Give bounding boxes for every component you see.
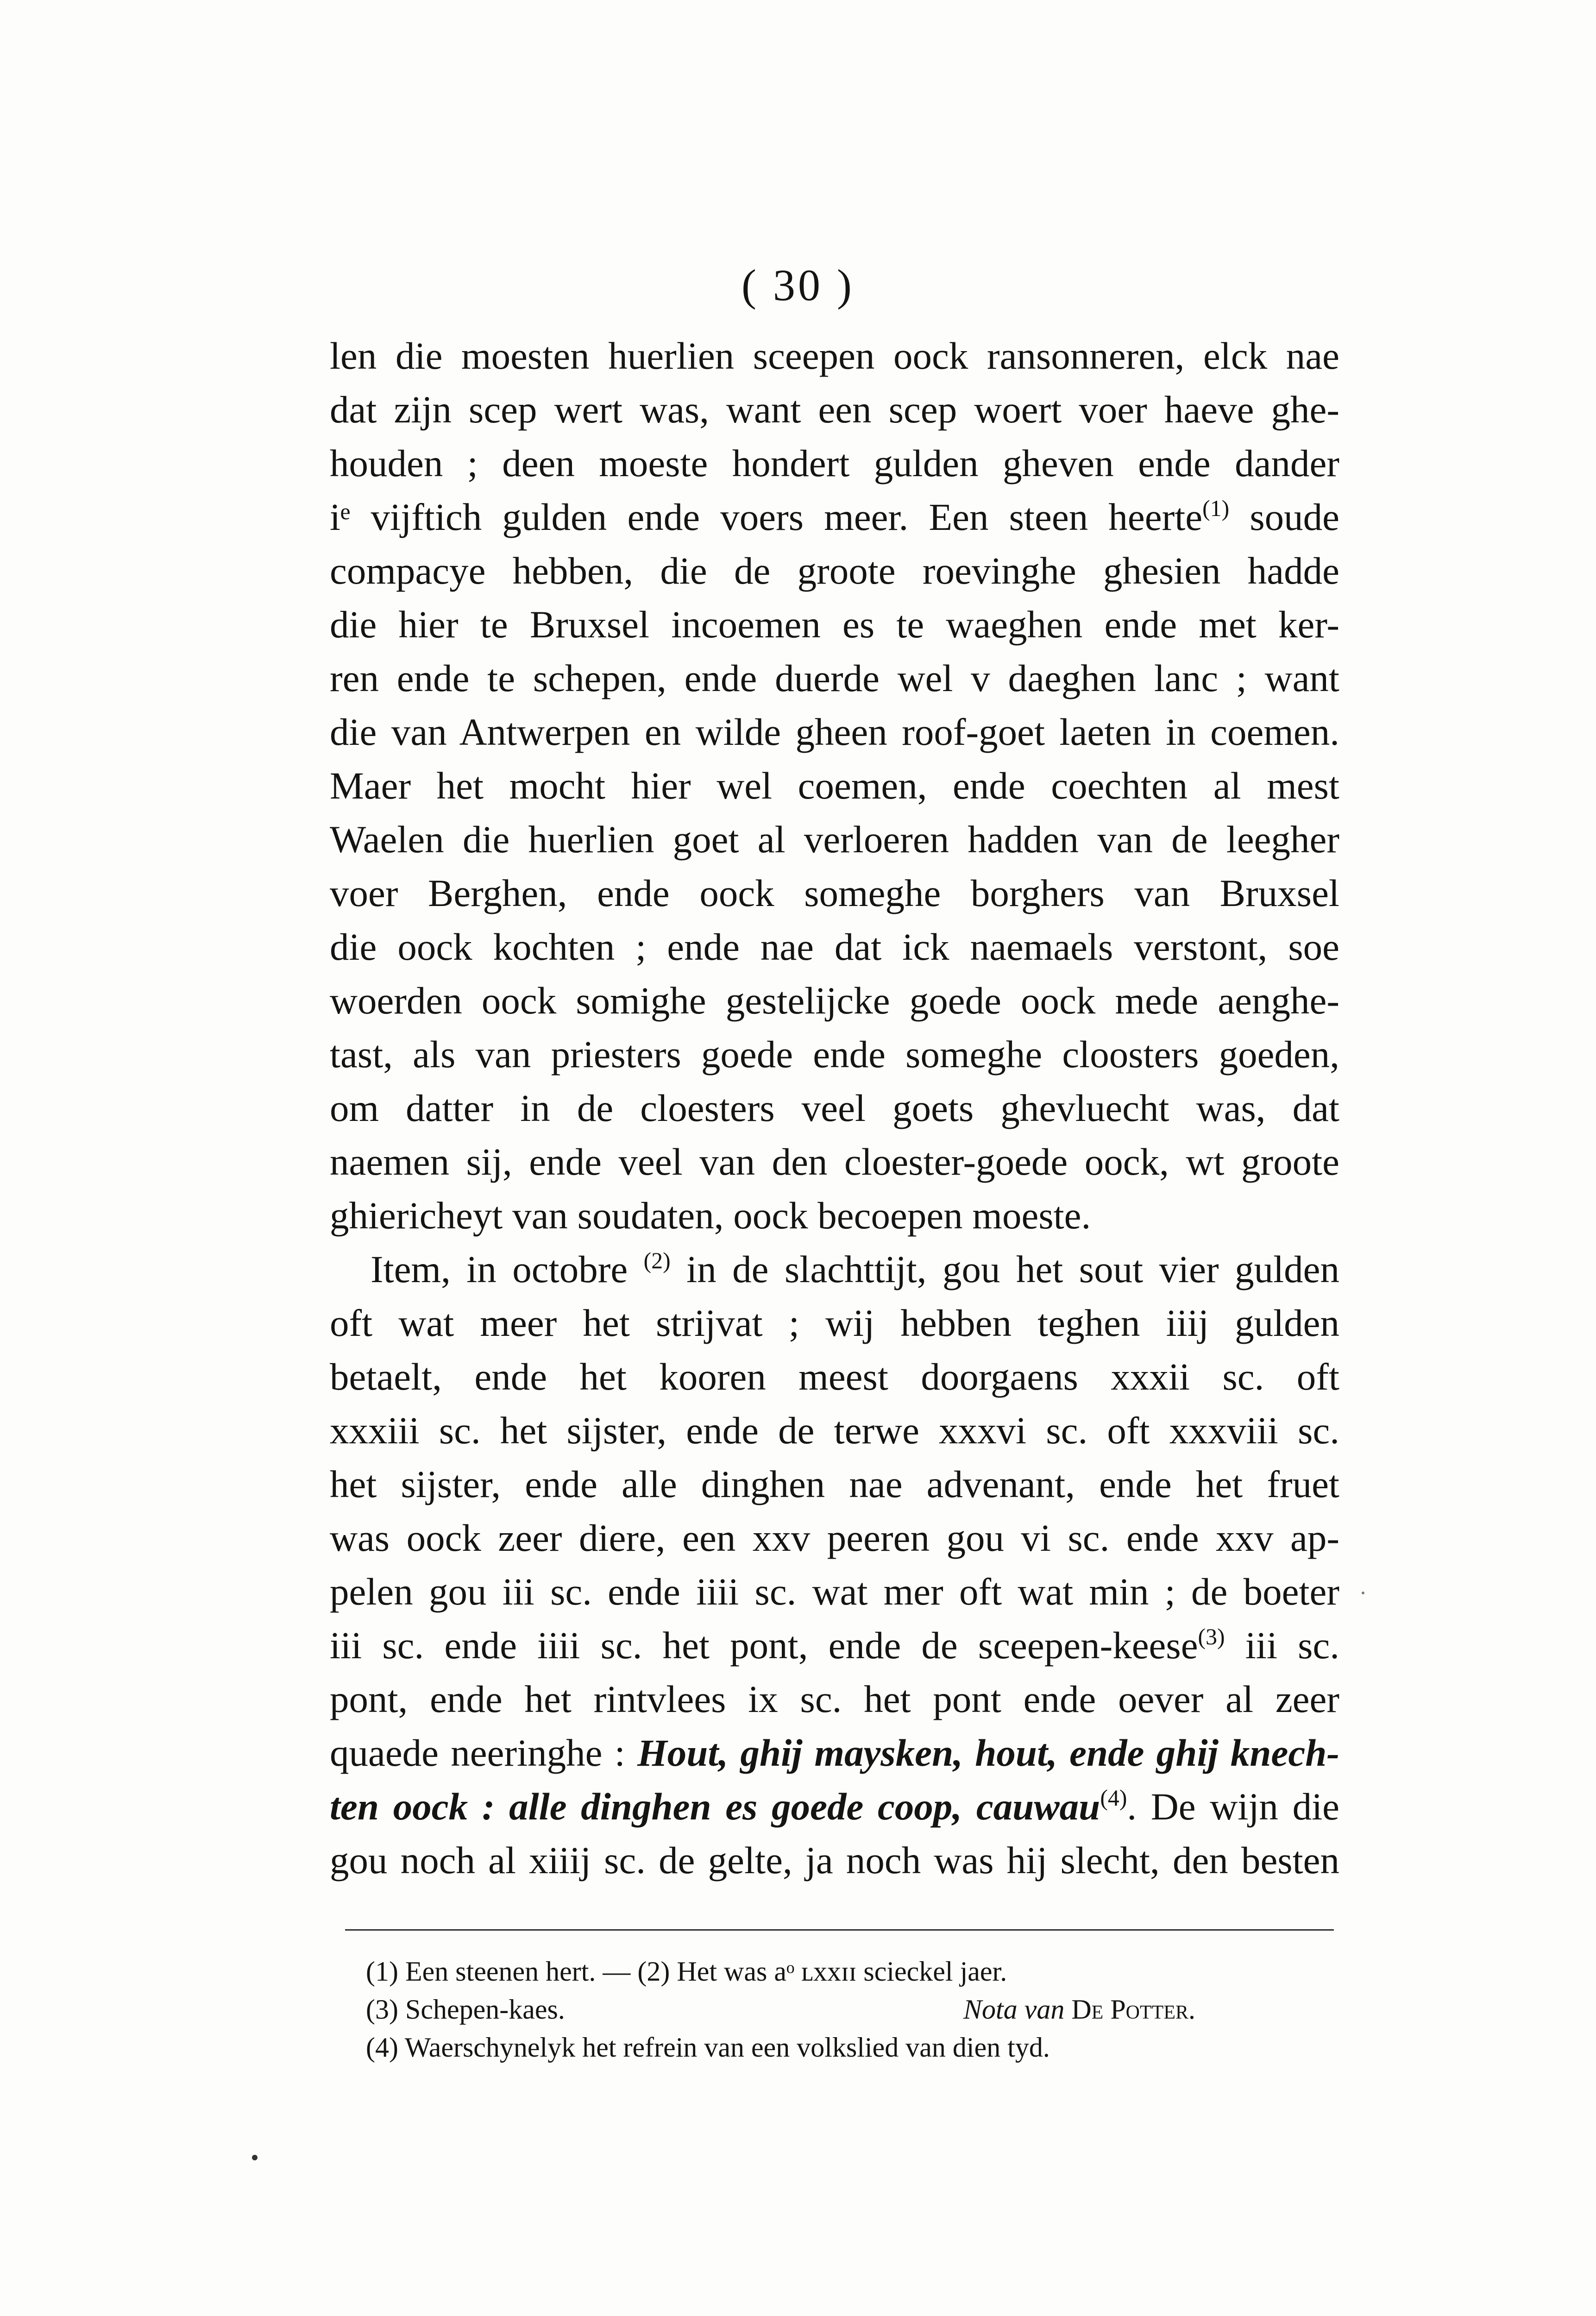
text-line: Waelen die huerlien goet al verloeren hadden van de leegher: [330, 818, 1339, 861]
text-line: xxxiii sc. het sijster, ende de terwe xxxvi sc. oft xxxviii sc.: [330, 1409, 1339, 1452]
footnote-ref-4: (4): [1100, 1785, 1127, 1811]
footnote: (1) Een steenen hert. — (2) Het was aᵒ ʟxxɪɪ scieckel jaer.: [366, 1956, 1007, 1987]
footnote-author: De Potter.: [1071, 1994, 1195, 2025]
text-line: betaelt, ende het kooren meest doorgaens xxxii sc. oft: [330, 1355, 1339, 1398]
italic-quote: Hout, ghij maysken, hout, ende ghij knech-: [625, 1731, 1340, 1774]
ink-speck: [1362, 1592, 1364, 1594]
text-line: [330, 1780, 1339, 1833]
text-segment: in de slachttijt, gou het sout vier gulden: [670, 1248, 1339, 1290]
text-segment: iᵉ vijftich gulden ende voers meer. Een steen heerte: [330, 496, 1203, 538]
text-line: die oock kochten ; ende nae dat ick naemaels verstont, soe: [330, 925, 1339, 968]
text-line: gou noch al xiiij sc. de gelte, ja noch was hij slecht, den besten: [330, 1839, 1339, 1882]
text-line: tast, als van priesters goede ende someghe cloosters goeden,: [330, 1033, 1339, 1076]
text-line: woerden oock somighe gestelijcke goede oock mede aenghe-: [330, 979, 1339, 1022]
footnotes: [366, 1952, 1338, 2066]
footnote: (4) Waerschynelyk het refrein van een volkslied van dien tyd.: [366, 2032, 1050, 2063]
text-segment: Item, in octobre: [371, 1248, 628, 1290]
text-line: ren ende te schepen, ende duerde wel v daeghen lanc ; want: [330, 657, 1339, 699]
footnote-ref-3: (3): [1198, 1624, 1225, 1650]
text-line: naemen sij, ende veel van den cloester-goede oock, wt groote: [330, 1140, 1339, 1183]
text-line: voer Berghen, ende oock someghe borghers van Bruxsel: [330, 872, 1339, 914]
body-text: [330, 329, 1339, 1887]
text-line: pelen gou iii sc. ende iiii sc. wat mer oft wat min ; de boeter: [330, 1570, 1339, 1613]
footnote: [366, 1990, 1338, 2028]
text-line: dat zijn scep wert was, want een scep woert voer haeve ghe-: [330, 388, 1339, 431]
text-line: [330, 1242, 1339, 1296]
page-number: ( 30 ): [741, 260, 855, 310]
italic-quote: ten oock : alle dinghen es goede coop, cauwau: [330, 1785, 1100, 1828]
text-line: die hier te Bruxsel incoemen es te waeghen ende met ker-: [330, 603, 1339, 646]
text-line: was oock zeer diere, een xxv peeren gou vi sc. ende xxv ap-: [330, 1517, 1339, 1559]
footnote-nota: Nota van: [963, 1994, 1065, 2025]
text-line: om datter in de cloesters veel goets ghevluecht was, dat: [330, 1087, 1339, 1129]
text-line: ghiericheyt van soudaten, oock becoepen moeste.: [330, 1194, 1091, 1237]
text-line: houden ; deen moeste hondert gulden gheven ende dander: [330, 442, 1339, 485]
text-segment: iii sc. ende iiii sc. het pont, ende de sceepen-keese: [330, 1624, 1198, 1667]
text-segment: soude: [1229, 496, 1339, 538]
text-line: [330, 490, 1339, 544]
text-segment: quaede neeringhe :: [330, 1731, 625, 1774]
footnote-ref-2: (2): [643, 1248, 671, 1274]
text-segment: iii sc.: [1225, 1624, 1339, 1667]
text-line: het sijster, ende alle dinghen nae advenant, ende het fruet: [330, 1463, 1339, 1505]
footnote-divider: [345, 1929, 1334, 1931]
text-line: [330, 1618, 1339, 1672]
text-line: die van Antwerpen en wilde gheen roof-goet laeten in coemen.: [330, 711, 1339, 753]
footnote-text: (3) Schepen-kaes.: [366, 1994, 565, 2025]
footnote-attribution: [963, 1990, 1195, 2028]
footnote-ref-1: (1): [1202, 496, 1230, 522]
text-line: compacye hebben, die de groote roevinghe ghesien hadde: [330, 549, 1339, 592]
text-line: [330, 1726, 1339, 1780]
text-line: pont, ende het rintvlees ix sc. het pont ende oever al zeer: [330, 1678, 1339, 1720]
text-line: len die moesten huerlien sceepen oock ransonneren, elck nae: [330, 334, 1339, 377]
text-segment: . De wijn die: [1127, 1785, 1339, 1828]
text-line: oft wat meer het strijvat ; wij hebben teghen iiij gulden: [330, 1302, 1339, 1344]
text-line: Maer het mocht hier wel coemen, ende coechten al mest: [330, 764, 1339, 807]
ink-speck: [252, 2155, 258, 2160]
